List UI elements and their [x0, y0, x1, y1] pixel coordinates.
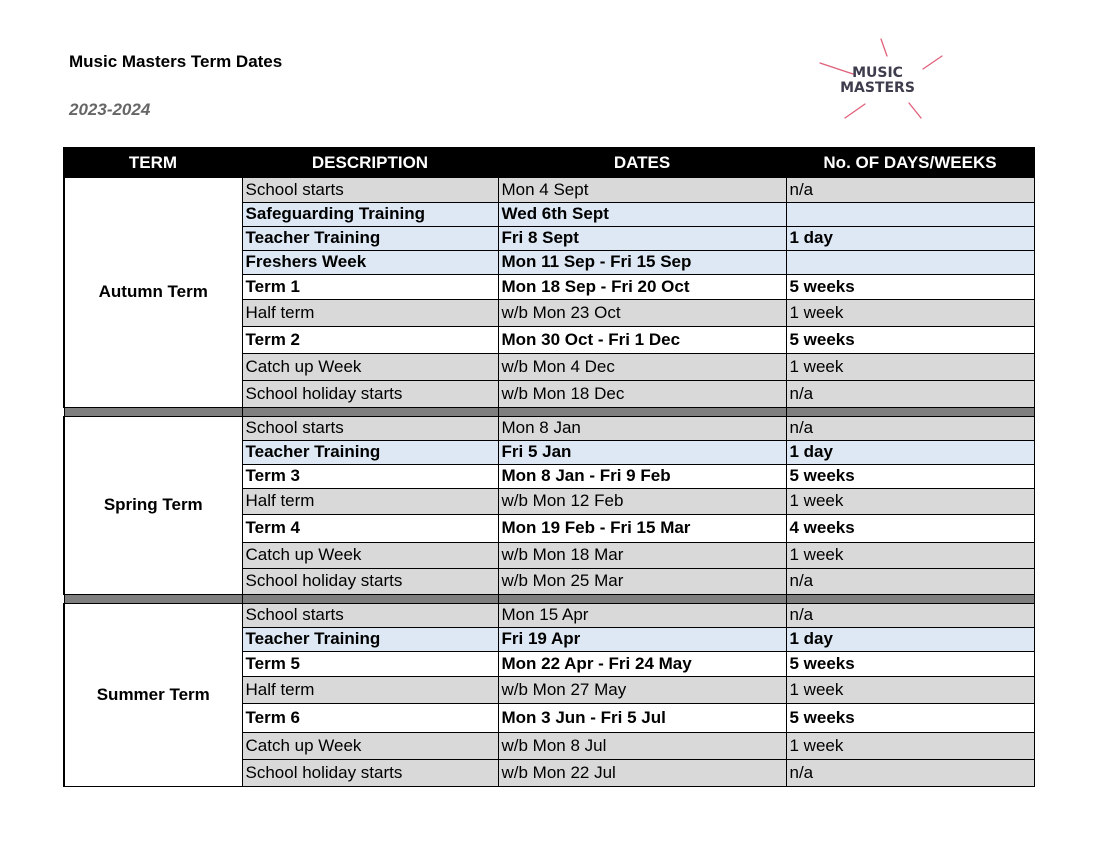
description-cell: Safeguarding Training — [242, 202, 498, 226]
separator-cell — [64, 407, 242, 416]
term-dates-table — [63, 147, 1035, 787]
duration-cell: n/a — [786, 759, 1034, 786]
duration-cell: 1 week — [786, 353, 1034, 380]
duration-cell: 1 day — [786, 226, 1034, 250]
duration-cell: 1 week — [786, 732, 1034, 759]
description-cell: School holiday starts — [242, 759, 498, 786]
description-cell: School starts — [242, 177, 498, 202]
dates-cell: Mon 22 Apr - Fri 24 May — [498, 651, 786, 676]
dates-cell: Mon 3 Jun - Fri 5 Jul — [498, 703, 786, 732]
description-cell: Term 6 — [242, 703, 498, 732]
table-row — [64, 603, 1034, 627]
duration-cell — [786, 250, 1034, 274]
term-name-cell: Autumn Term — [64, 177, 242, 407]
column-header-term: TERM — [64, 148, 242, 177]
duration-cell: 4 weeks — [786, 514, 1034, 542]
separator-cell — [64, 594, 242, 603]
page-subtitle: 2023-2024 — [69, 100, 151, 119]
dates-cell: w/b Mon 22 Jul — [498, 759, 786, 786]
duration-cell: n/a — [786, 603, 1034, 627]
description-cell: School starts — [242, 603, 498, 627]
description-cell: Teacher Training — [242, 627, 498, 651]
description-cell: Teacher Training — [242, 440, 498, 464]
dates-cell: w/b Mon 23 Oct — [498, 299, 786, 326]
separator-cell — [242, 407, 498, 416]
description-cell: Term 4 — [242, 514, 498, 542]
description-cell: School holiday starts — [242, 380, 498, 407]
dates-cell: Mon 11 Sep - Fri 15 Sep — [498, 250, 786, 274]
dates-cell: w/b Mon 4 Dec — [498, 353, 786, 380]
description-cell: Term 2 — [242, 326, 498, 353]
table-header-row — [64, 148, 1034, 177]
dates-cell: Mon 19 Feb - Fri 15 Mar — [498, 514, 786, 542]
term-name-cell: Summer Term — [64, 603, 242, 786]
description-cell: Catch up Week — [242, 542, 498, 568]
dates-cell: Mon 30 Oct - Fri 1 Dec — [498, 326, 786, 353]
dates-cell: Mon 15 Apr — [498, 603, 786, 627]
description-cell: Teacher Training — [242, 226, 498, 250]
duration-cell: 1 day — [786, 627, 1034, 651]
separator-cell — [498, 407, 786, 416]
dates-cell: w/b Mon 18 Mar — [498, 542, 786, 568]
logo-line-1: MUSIC — [852, 65, 903, 81]
description-cell: School holiday starts — [242, 568, 498, 594]
description-cell: Half term — [242, 676, 498, 703]
duration-cell: 1 week — [786, 542, 1034, 568]
separator-cell — [786, 407, 1034, 416]
duration-cell: 5 weeks — [786, 651, 1034, 676]
duration-cell: 1 week — [786, 488, 1034, 514]
duration-cell: 5 weeks — [786, 464, 1034, 488]
description-cell: Half term — [242, 488, 498, 514]
column-header-dates: DATES — [498, 148, 786, 177]
dates-cell: Mon 8 Jan — [498, 416, 786, 440]
section-separator-row — [64, 594, 1034, 603]
section-separator-row — [64, 407, 1034, 416]
column-header-description: DESCRIPTION — [242, 148, 498, 177]
separator-cell — [786, 594, 1034, 603]
table-row — [64, 416, 1034, 440]
dates-cell: Fri 5 Jan — [498, 440, 786, 464]
dates-cell: w/b Mon 8 Jul — [498, 732, 786, 759]
duration-cell: 5 weeks — [786, 326, 1034, 353]
dates-cell: w/b Mon 12 Feb — [498, 488, 786, 514]
dates-cell: Fri 19 Apr — [498, 627, 786, 651]
duration-cell: n/a — [786, 416, 1034, 440]
separator-cell — [242, 594, 498, 603]
table-body — [64, 177, 1034, 786]
description-cell: Term 3 — [242, 464, 498, 488]
dates-cell: w/b Mon 27 May — [498, 676, 786, 703]
description-cell: Half term — [242, 299, 498, 326]
dates-cell: Fri 8 Sept — [498, 226, 786, 250]
description-cell: Freshers Week — [242, 250, 498, 274]
duration-cell — [786, 202, 1034, 226]
duration-cell: 1 week — [786, 299, 1034, 326]
dates-cell: Wed 6th Sept — [498, 202, 786, 226]
description-cell: Catch up Week — [242, 353, 498, 380]
term-name-cell: Spring Term — [64, 416, 242, 594]
duration-cell: 5 weeks — [786, 274, 1034, 299]
column-header-duration: No. OF DAYS/WEEKS — [786, 148, 1034, 177]
description-cell: Catch up Week — [242, 732, 498, 759]
description-cell: Term 5 — [242, 651, 498, 676]
table-row — [64, 177, 1034, 202]
logo-line-2: MASTERS — [840, 80, 915, 96]
duration-cell: 5 weeks — [786, 703, 1034, 732]
page-title: Music Masters Term Dates — [69, 52, 283, 71]
duration-cell: n/a — [786, 177, 1034, 202]
dates-cell: w/b Mon 25 Mar — [498, 568, 786, 594]
duration-cell: 1 week — [786, 676, 1034, 703]
duration-cell: n/a — [786, 380, 1034, 407]
duration-cell: 1 day — [786, 440, 1034, 464]
dates-cell: w/b Mon 18 Dec — [498, 380, 786, 407]
dates-cell: Mon 4 Sept — [498, 177, 786, 202]
dates-cell: Mon 18 Sep - Fri 20 Oct — [498, 274, 786, 299]
description-cell: Term 1 — [242, 274, 498, 299]
duration-cell: n/a — [786, 568, 1034, 594]
logo-text — [815, 66, 940, 96]
dates-cell: Mon 8 Jan - Fri 9 Feb — [498, 464, 786, 488]
separator-cell — [498, 594, 786, 603]
description-cell: School starts — [242, 416, 498, 440]
music-masters-logo — [815, 36, 950, 124]
